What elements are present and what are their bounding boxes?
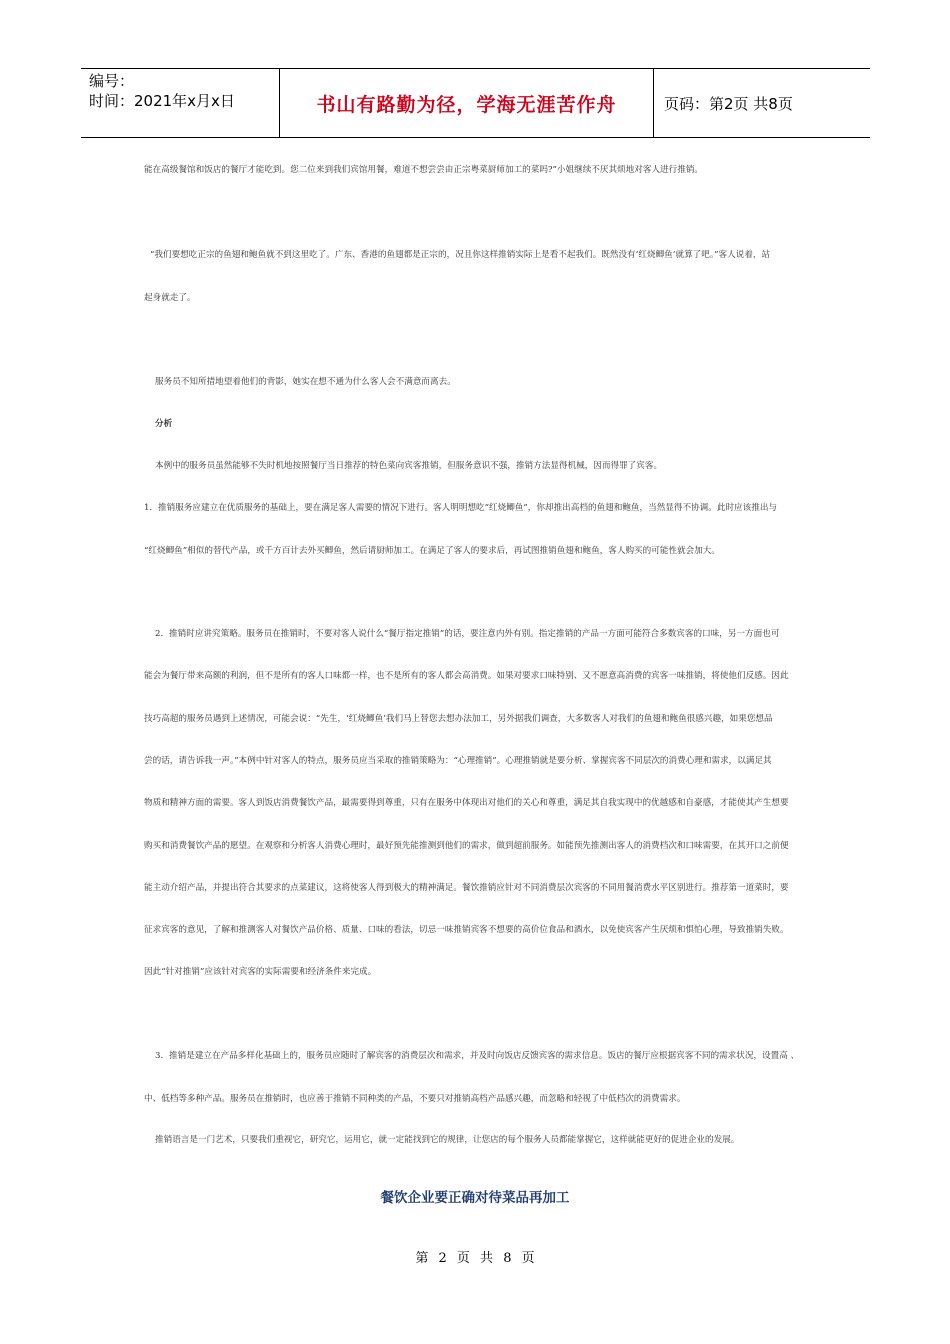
paragraph: 征求宾客的意见，了解和推测客人对餐饮产品价格、质量、口味的看法，切忌一味推销宾客不想要的高价位食品和酒水，以免使宾客产生厌烦和惧怕心理，导致推销失败。 xyxy=(144,925,789,935)
paragraph: 2．推销时应讲究策略。服务员在推销时，不要对客人说什么“餐厅指定推销”的话，要注意内外有别。指定推销的产品一方面可能符合多数宾客的口味，另一方面也可 xyxy=(155,629,780,639)
document-date: 时间：2021年x月x日 xyxy=(89,92,235,110)
paragraph: 起身就走了。 xyxy=(144,293,196,303)
paragraph: “红烧鲫鱼”相似的替代产品，或千方百计去外买鲫鱼，然后请厨师加工。在满足了客人的要求后，再试图推销鱼翅和鲍鱼，客人购买的可能性就会加大。 xyxy=(144,546,720,556)
paragraph: 尝的话，请告诉我一声。”本例中针对客人的特点，服务员应当采取的推销策略为：“心理推销”。心理推销就是要分析、掌握宾客不同层次的消费心理和需求，以满足其 xyxy=(144,756,772,766)
paragraph: 因此“针对推销”应该针对宾客的实际需要和经济条件来完成。 xyxy=(144,967,377,977)
header-motto-cell xyxy=(280,69,654,137)
paragraph: 推销语言是一门艺术，只要我们重视它，研究它，运用它，就一定能找到它的规律，让您店的每个服务人员都能掌握它，这样就能更好的促进企业的发展。 xyxy=(155,1135,740,1145)
paragraph: “我们要想吃正宗的鱼翅和鲍鱼就不到这里吃了。广东、香港的鱼翅都是正宗的，况且你这样推销实际上是看不起我们。既然没有‘红烧鲫鱼’就算了吧。”客人说着，站 xyxy=(150,250,771,260)
section-title: 餐饮企业要正确对待菜品再加工 xyxy=(380,1190,570,1206)
page-header xyxy=(81,68,870,138)
document-number-label: 编号： xyxy=(89,72,135,90)
header-motto: 书山有路勤为径，学海无涯苦作舟 xyxy=(316,93,617,116)
paragraph: 本例中的服务员虽然能够不失时机地按照餐厅当日推荐的特色菜向宾客推销，但服务意识不强，推销方法显得机械，因而得罪了宾客。 xyxy=(155,461,663,471)
paragraph: 购买和消费餐饮产品的愿望。在观察和分析客人消费心理时，最好预先能推测到他们的需求，做到超前服务。如能预先推测出客人的消费档次和口味需要，在其开口之前便 xyxy=(144,841,789,851)
paragraph: 物质和精神方面的需要。客人到饭店消费餐饮产品，最需要得到尊重，只有在服务中体现出对他们的关心和尊重，满足其自我实现中的优越感和自豪感，才能使其产生想要 xyxy=(144,798,789,808)
section-heading-analysis: 分析 xyxy=(155,419,173,429)
paragraph: 能在高级餐馆和饭店的餐厅才能吃到。您二位来到我们宾馆用餐，难道不想尝尝由正宗粤菜厨师加工的菜吗?”小姐继续不厌其烦地对客人进行推销。 xyxy=(144,165,704,175)
paragraph: 服务员不知所措地望着他们的背影，她实在想不通为什么客人会不满意而离去。 xyxy=(155,377,456,387)
paragraph: 中、低档等多种产品。服务员在推销时，也应善于推销不同种类的产品，不要只对推销高档产品感兴趣，而忽略和轻视了中低档次的消费需求。 xyxy=(144,1094,686,1104)
paragraph: 能主动介绍产品，并提出符合其要求的点菜建议，这将使客人得到极大的精神满足。餐饮推销应针对不同消费层次宾客的不同用餐消费水平区别进行。推荐第一道菜时，要 xyxy=(144,883,789,893)
paragraph: 1．推销服务应建立在优质服务的基础上，要在满足客人需要的情况下进行。客人明明想吃“红烧鲫鱼”，你却推出高档的鱼翅和鲍鱼，当然显得不协调。此时应该推出与 xyxy=(144,503,778,513)
paragraph: 技巧高超的服务员遇到上述情况，可能会说：“先生，‘红烧鲫鱼’我们马上替您去想办法加工，另外据我们调查，大多数客人对我们的鱼翅和鲍鱼很感兴趣，如果您想品 xyxy=(144,714,773,724)
paragraph: 能会为餐厅带来高额的利润，但不是所有的客人口味都一样，也不是所有的客人都会高消费。如果对要求口味特别、又不愿意高消费的宾客一味推销，将使他们反感。因此 xyxy=(144,671,789,681)
page-footer: 第 2 页 共 8 页 xyxy=(415,1251,535,1266)
header-page-number: 页码：第2页 共8页 xyxy=(664,94,793,113)
paragraph: 3．推销是建立在产品多样化基础上的，服务员应随时了解宾客的消费层次和需求，并及时向饭店反馈宾客的需求信息。饭店的餐厅应根据宾客不同的需求状况，设置高 、 xyxy=(155,1051,800,1061)
header-meta xyxy=(81,69,280,137)
